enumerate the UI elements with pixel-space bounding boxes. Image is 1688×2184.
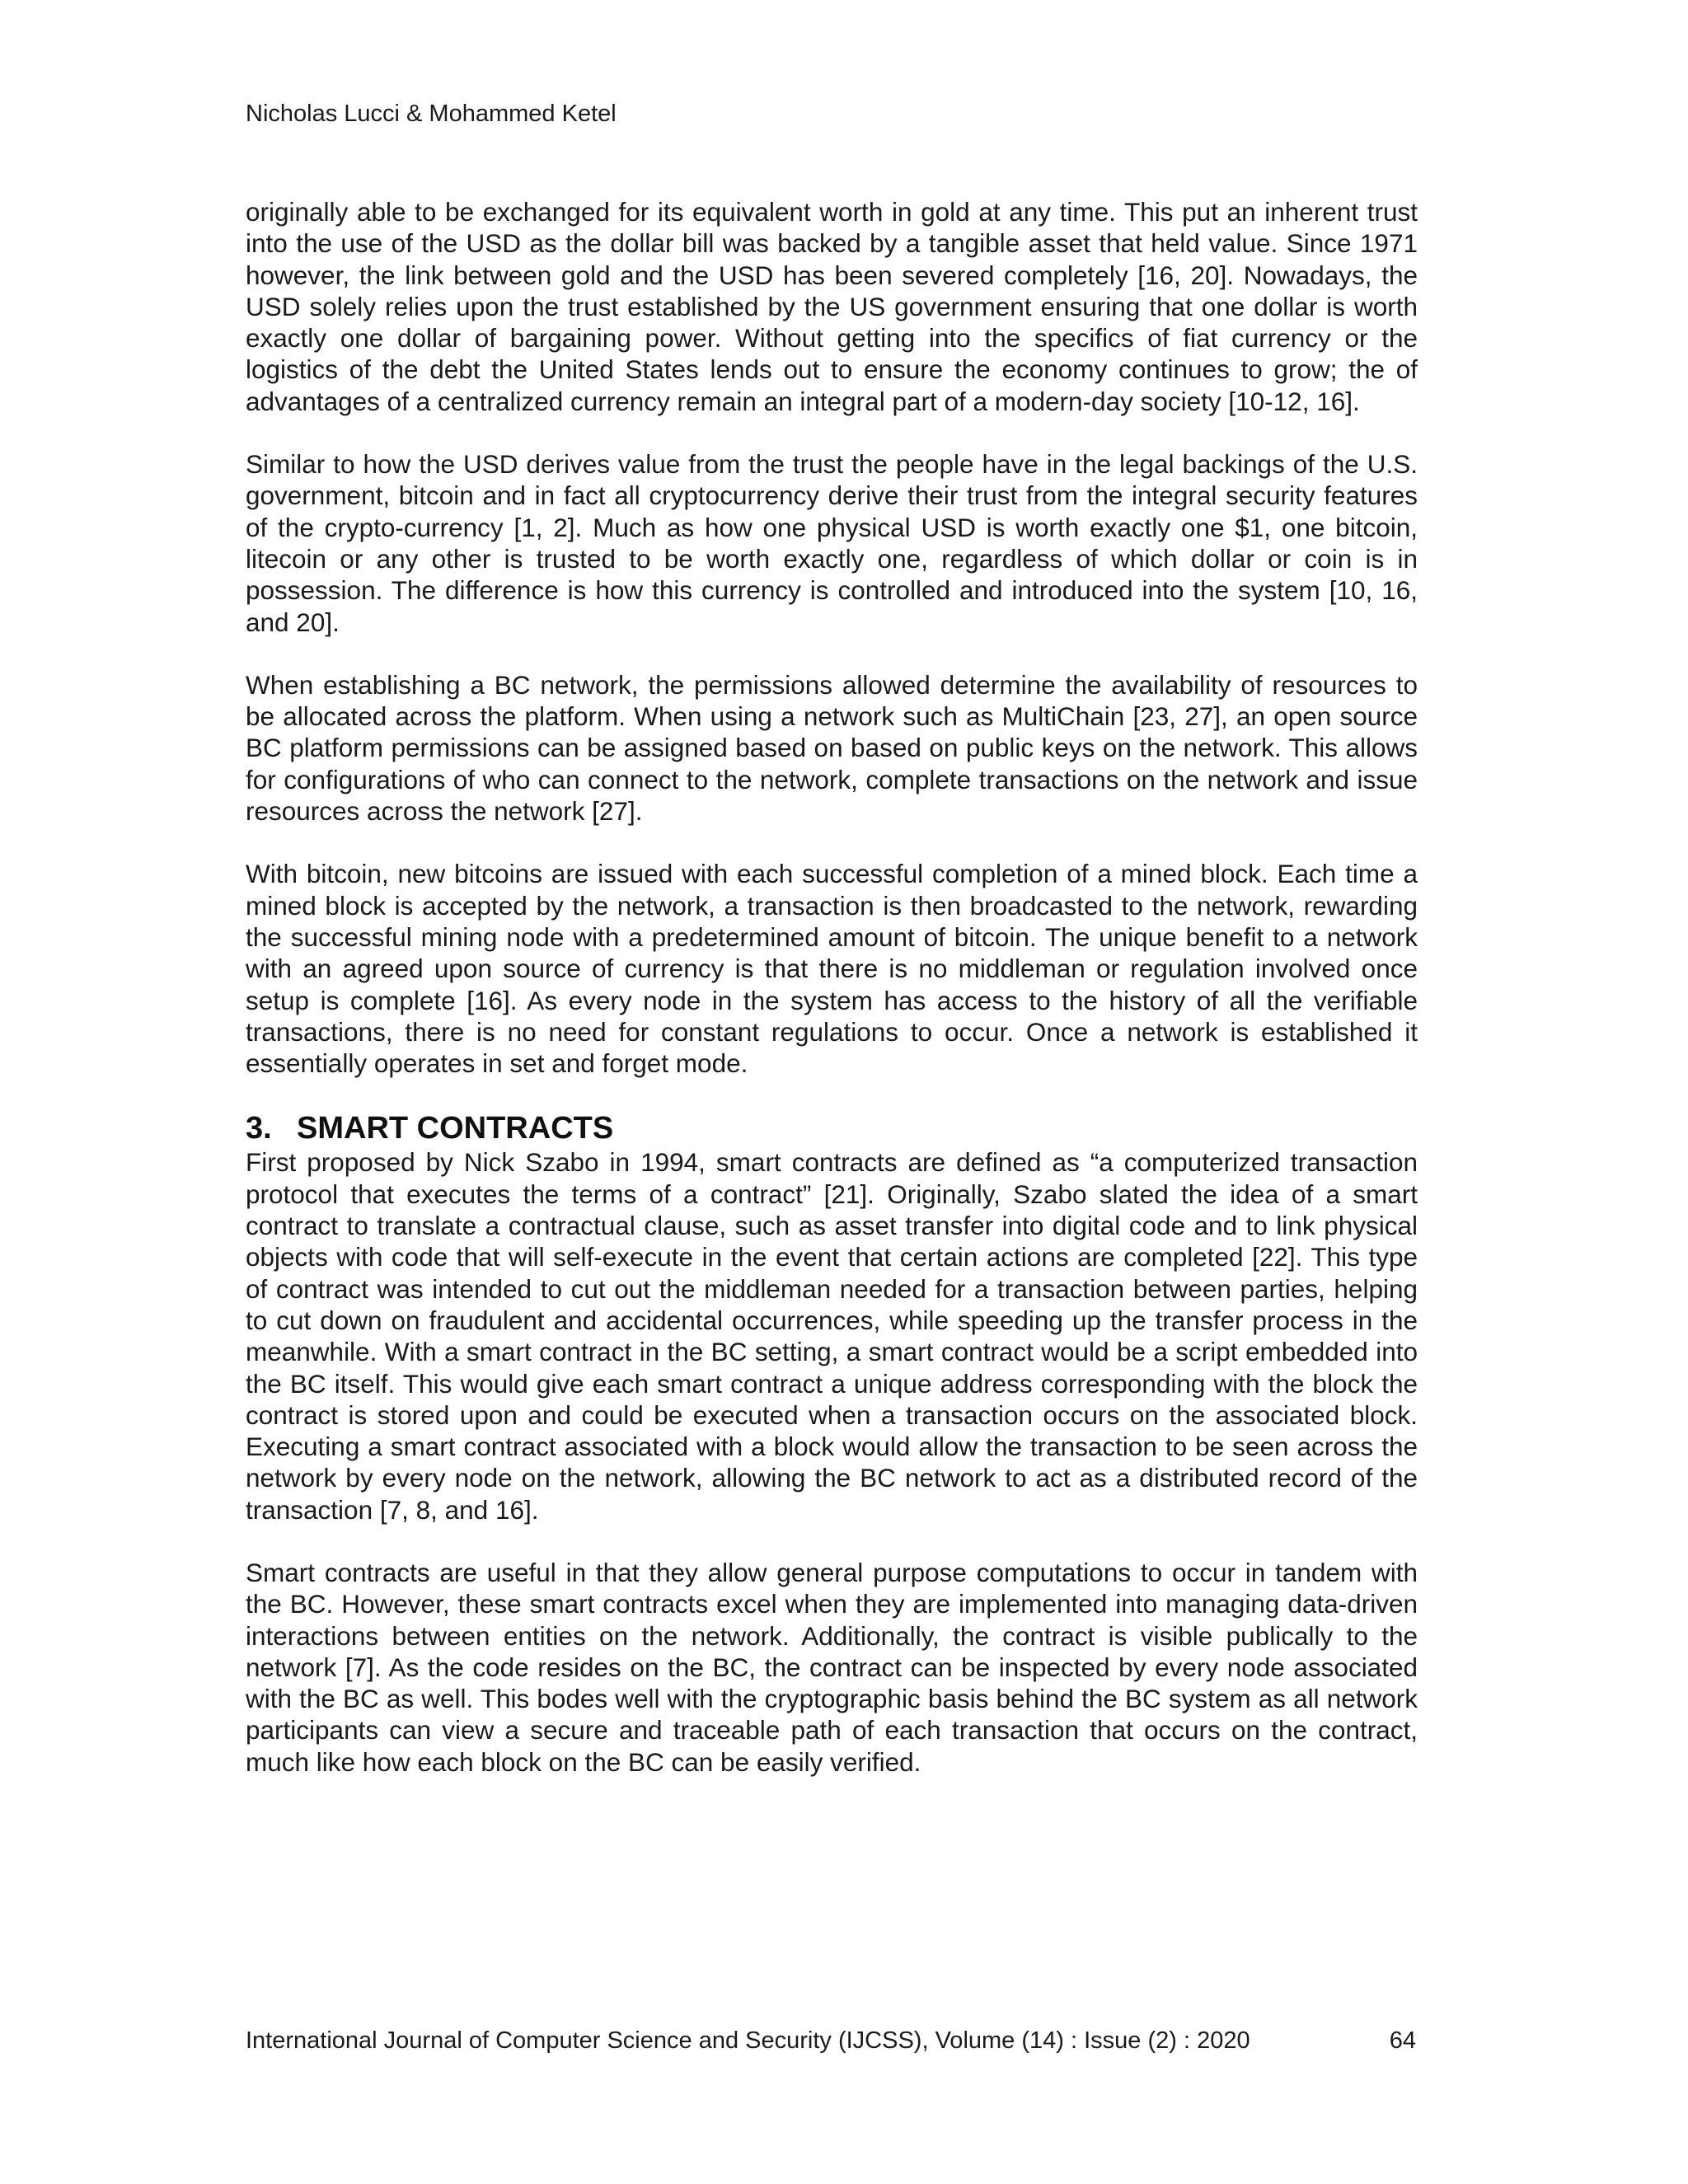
running-footer <box>246 2026 1418 2055</box>
page-number: 64 <box>1389 2027 1416 2054</box>
running-header-authors: Nicholas Lucci & Mohammed Ketel <box>246 101 617 127</box>
body-text <box>246 196 1418 1778</box>
paragraph-smart-contract-usefulness: Smart contracts are useful in that they allow general purpose computations to occur in tandem with the BC. However, these smart contracts excel when they are implemented into managing data-driven interactions between entities on the network. Additionally, the contract is visible publically to the network [7]. As the code resides on the BC, the contract can be inspected by every node associated with the BC as well. This bodes well with the cryptographic basis behind the BC system as all network participants can view a secure and traceable path of each transaction that occurs on the contract, much like how each block on the BC can be easily verified. <box>246 1557 1418 1777</box>
paragraph-bitcoin-issuance: With bitcoin, new bitcoins are issued with each successful completion of a mined block. Each time a mined block is accepted by the network, a transaction is then broadcasted to the network, rewarding the successful mining node with a predetermined amount of bitcoin. The unique benefit to a network with an agreed upon source of currency is that there is no middleman or regulation involved once setup is complete [16]. As every node in the system has access to the history of all the verifiable transactions, there is no need for constant regulations to occur. Once a network is established it essentially operates in set and forget mode. <box>246 859 1418 1079</box>
section-number: 3. <box>246 1111 272 1146</box>
section-title: SMART CONTRACTS <box>297 1111 614 1146</box>
paragraph-usd-gold-history: originally able to be exchanged for its equivalent worth in gold at any time. This put an inherent trust into the use of the USD as the dollar bill was backed by a tangible asset that held value. Since 1971 however, the link between gold and the USD has been severed completely [16, 20]. Nowadays, the USD solely relies upon the trust established by the US government ensuring that one dollar is worth exactly one dollar of bargaining power. Without getting into the specifics of fiat currency or the logistics of the debt the United States lends out to ensure the economy continues to grow; the of advantages of a centralized currency remain an integral part of a modern-day society [10-12, 16]. <box>246 197 1418 416</box>
section-heading-smart-contracts <box>246 1110 1418 1146</box>
paragraph-cryptocurrency-trust: Similar to how the USD derives value from the trust the people have in the legal backings of the U.S. government, bitcoin and in fact all cryptocurrency derive their trust from the integral security features of the crypto-currency [1, 2]. Much as how one physical USD is worth exactly one $1, one bitcoin, litecoin or any other is trusted to be worth exactly one, regardless of which dollar or coin is in possession. The difference is how this currency is controlled and introduced into the system [10, 16, and 20]. <box>246 449 1418 637</box>
paragraph-smart-contract-definition: First proposed by Nick Szabo in 1994, smart contracts are defined as “a computerized transaction protocol that executes the terms of a contract” [21]. Originally, Szabo slated the idea of a smart contract to translate a contractual clause, such as asset transfer into digital code and to link physical objects with code that will self-execute in the event that certain actions are completed [22]. This type of contract was intended to cut out the middleman needed for a transaction between parties, helping to cut down on fraudulent and accidental occurrences, while speeding up the transfer process in the meanwhile. With a smart contract in the BC setting, a smart contract would be a script embedded into the BC itself. This would give each smart contract a unique address corresponding with the block the contract is stored upon and could be executed when a transaction occurs on the associated block. Executing a smart contract associated with a block would allow the transaction to be seen across the network by every node on the network, allowing the BC network to act as a distributed record of the transaction [7, 8, and 16]. <box>246 1147 1418 1525</box>
paragraph-bc-permissions: When establishing a BC network, the permissions allowed determine the availability of resources to be allocated across the platform. When using a network such as MultiChain [23, 27], an open source BC platform permissions can be assigned based on based on public keys on the network. This allows for configurations of who can connect to the network, complete transactions on the network and issue resources across the network [27]. <box>246 669 1418 827</box>
footer-journal-citation: International Journal of Computer Science and Security (IJCSS), Volume (14) : Issue (2) : 2020 <box>246 2027 1250 2054</box>
